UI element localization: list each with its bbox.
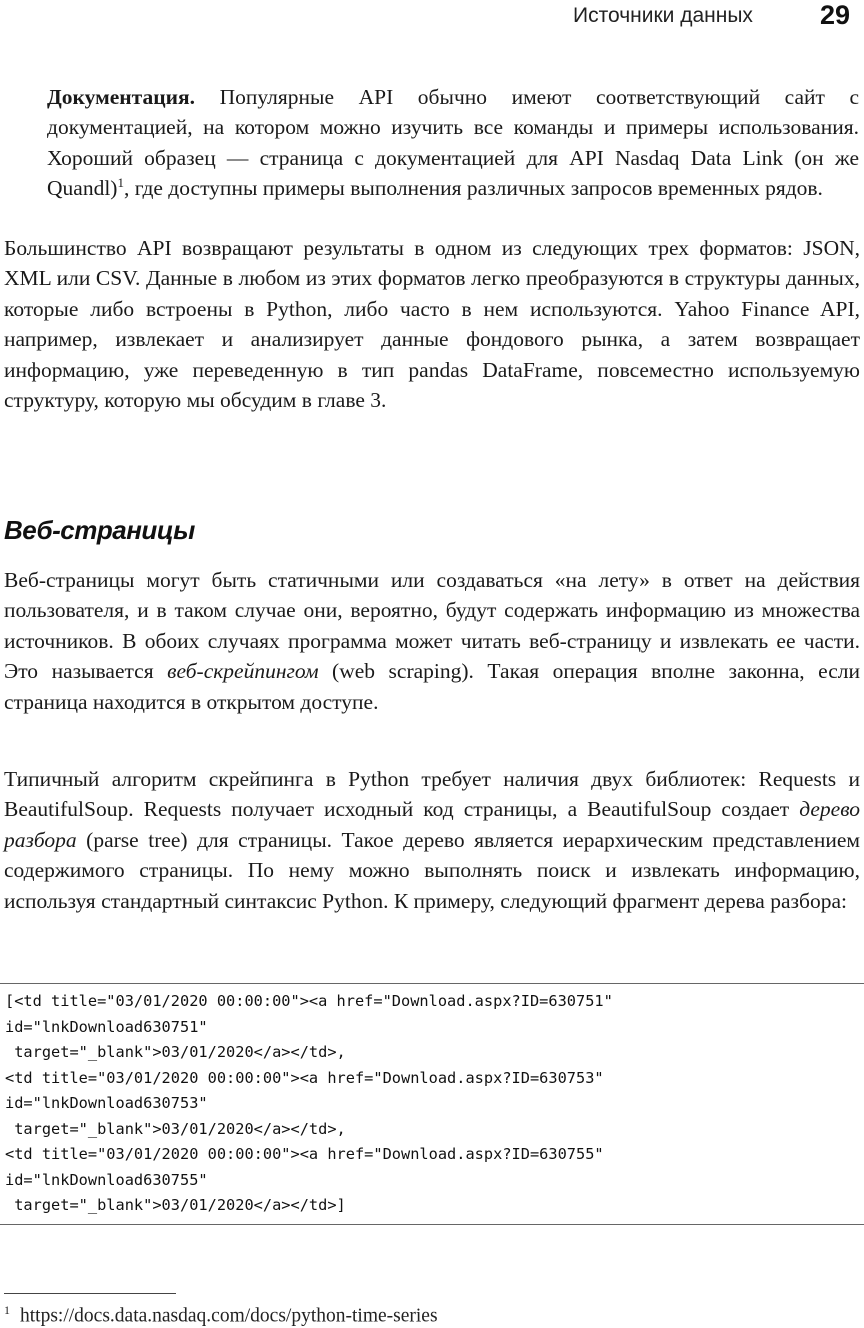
paragraph-text: Типичный алгоритм скрейпинга в Python требует наличия двух библиотек: Requests и BeautifulSoup. Requests получает исходный код страницы, а BeautifulSoup создает (4, 767, 860, 822)
page-number: 29 (820, 0, 851, 30)
paragraph-text-end: (parse tree) для страницы. Такое дерево является иерархическим представлением содержимого страницы. По нему можно выполнять поиск и извлекать информацию, используя стандартный синтаксис Python. К примеру, следующий фрагмент дерева разбора: (4, 827, 860, 913)
code-line: id="lnkDownload630753" (5, 1094, 208, 1112)
footnote-link[interactable]: https://docs.data.nasdaq.com/docs/python-time-series (20, 1305, 438, 1327)
term-parse-tree: дерево разбора (4, 797, 860, 852)
web-scraping-paragraph (4, 565, 860, 717)
running-header-title: Источники данных (573, 4, 753, 27)
code-line: id="lnkDownload630751" (5, 1017, 208, 1036)
documentation-label: Документация. (47, 85, 196, 109)
code-line: <td title="03/01/2020 00:00:00"><a href="Download.aspx?ID=630755" (5, 1145, 604, 1163)
api-formats-paragraph: Большинство API возвращают результаты в одном из следующих трех форматов: JSON, XML или CSV. Данные в любом из этих форматов легко преобразуются в структуры данных, которые либо встроены в Python, либо часто в нем используются. Yahoo Finance API, например, извлекает и анализирует данные фондового рынка, а затем возвращает информацию, уже переведенную в тип pandas DataFrame, повсеместно используемую структуру, которую мы обсудим в главе 3. (4, 236, 860, 413)
code-line: [<td title="03/01/2020 00:00:00"><a href="Download.aspx?ID=630751" (5, 992, 613, 1010)
code-line: target="_blank">03/01/2020</a></td>, (5, 1119, 346, 1138)
documentation-paragraph (47, 82, 859, 204)
documentation-text: Популярные API обычно имеют соответствующий сайт с документацией, на котором можно изучить все команды и примеры использования. Хороший образец — страница с документацией для API Nasdaq Data Link (он же Quandl) (47, 85, 859, 201)
code-line: <td title="03/01/2020 00:00:00"><a href="Download.aspx?ID=630753" (5, 1068, 604, 1087)
paragraph-text: Веб-страницы могут быть статичными или создаваться «на лету» в ответ на действия пользователя, и в таком случае они, вероятно, будут содержать информацию из множества источников. В обоих случаях программа может читать веб-страницу и извлекать ее части. Это называется (4, 568, 860, 684)
footnote-separator (4, 1293, 176, 1294)
footnote-reference[interactable]: 1 (117, 175, 124, 191)
paragraph-text-end: (web scraping). Такая операция вполне законна, если страница находится в открытом доступе. (4, 659, 860, 714)
documentation-text-end: , где доступны примеры выполнения различных запросов временных рядов. (123, 176, 823, 201)
section-heading-web-pages: Веб-страницы (4, 515, 195, 545)
footnote (4, 1303, 438, 1328)
parse-tree-paragraph (4, 764, 860, 916)
code-listing (5, 989, 613, 1219)
code-block-bottom-rule (0, 1224, 864, 1225)
footnote-mark: 1 (4, 1303, 10, 1317)
code-line: id="lnkDownload630755" (5, 1170, 208, 1189)
code-line: target="_blank">03/01/2020</a></td>] (5, 1196, 346, 1214)
code-line: target="_blank">03/01/2020</a></td>, (5, 1043, 346, 1061)
code-block-top-rule (0, 983, 864, 984)
term-web-scraping: веб-скрейпингом (167, 659, 319, 684)
